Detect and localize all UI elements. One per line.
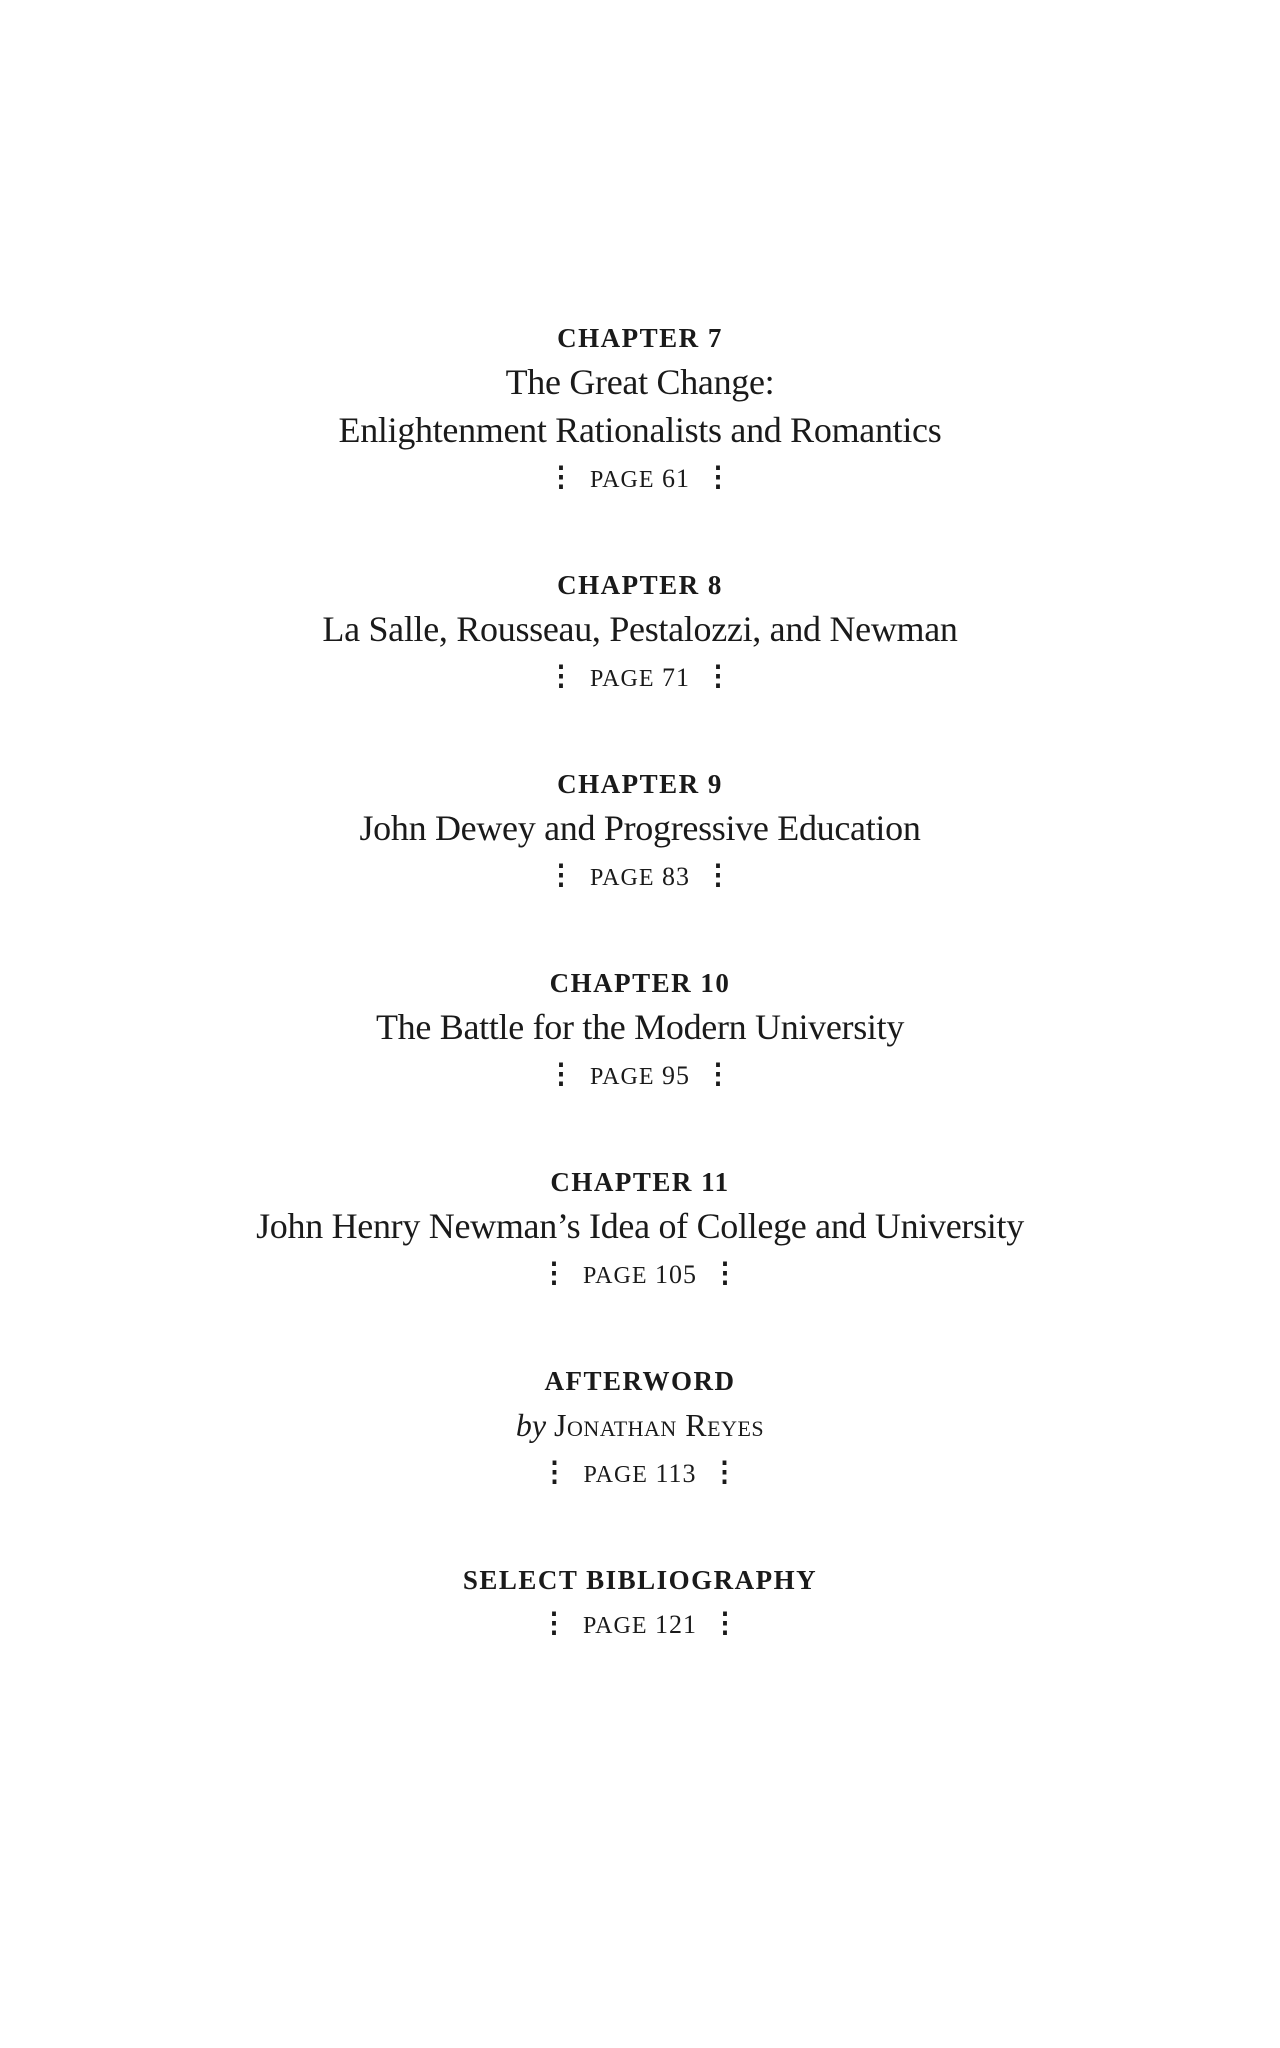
page-reference bbox=[0, 1451, 1280, 1498]
chapter-label: CHAPTER 8 bbox=[557, 570, 723, 600]
vertical-dots-icon: ⋮ bbox=[547, 462, 577, 493]
vertical-dots-icon: ⋮ bbox=[703, 860, 733, 891]
chapter-title-line: Enlightenment Rationalists and Romantics bbox=[338, 410, 942, 450]
page-reference bbox=[0, 1252, 1280, 1299]
page-number: 105 bbox=[654, 1260, 697, 1289]
chapter-title-line: The Battle for the Modern University bbox=[375, 1007, 905, 1047]
page-number: 71 bbox=[661, 663, 690, 692]
vertical-dots-icon: ⋮ bbox=[547, 661, 577, 692]
page-reference bbox=[0, 1602, 1280, 1649]
page-label: PAGE bbox=[583, 1613, 648, 1639]
vertical-dots-icon: ⋮ bbox=[540, 1457, 570, 1488]
section-label: SELECT BIBLIOGRAPHY bbox=[462, 1565, 818, 1595]
page-label: PAGE bbox=[590, 1064, 655, 1090]
page-label: PAGE bbox=[590, 467, 655, 493]
page-number: 121 bbox=[654, 1610, 697, 1639]
chapter-label: CHAPTER 10 bbox=[549, 968, 731, 998]
byline bbox=[0, 1401, 1280, 1449]
vertical-dots-icon: ⋮ bbox=[703, 462, 733, 493]
section-label: AFTERWORD bbox=[544, 1366, 736, 1396]
page-reference bbox=[0, 1053, 1280, 1100]
page-label: PAGE bbox=[583, 1263, 648, 1289]
toc-entry-select-bibliography bbox=[0, 1560, 1280, 1649]
page-number: 95 bbox=[661, 1061, 690, 1090]
chapter-title-line: The Great Change: bbox=[505, 362, 775, 402]
chapter-title-line: John Dewey and Progressive Education bbox=[359, 808, 921, 848]
chapter-title-line: John Henry Newman’s Idea of College and University bbox=[256, 1206, 1024, 1246]
vertical-dots-icon: ⋮ bbox=[540, 1608, 570, 1639]
chapter-label: CHAPTER 9 bbox=[557, 769, 723, 799]
vertical-dots-icon: ⋮ bbox=[710, 1258, 740, 1289]
toc-entry-chapter-8 bbox=[0, 565, 1280, 702]
toc-entry-chapter-11 bbox=[0, 1162, 1280, 1299]
byline-prefix: by bbox=[515, 1407, 547, 1443]
vertical-dots-icon: ⋮ bbox=[703, 1059, 733, 1090]
vertical-dots-icon: ⋮ bbox=[710, 1457, 740, 1488]
page-reference bbox=[0, 854, 1280, 901]
vertical-dots-icon: ⋮ bbox=[540, 1258, 570, 1289]
page-reference bbox=[0, 655, 1280, 702]
page-number: 83 bbox=[661, 862, 690, 891]
page-reference bbox=[0, 456, 1280, 503]
page-number: 113 bbox=[655, 1459, 697, 1488]
vertical-dots-icon: ⋮ bbox=[547, 1059, 577, 1090]
vertical-dots-icon: ⋮ bbox=[703, 661, 733, 692]
chapter-label: CHAPTER 7 bbox=[557, 323, 723, 353]
toc-entry-chapter-10 bbox=[0, 963, 1280, 1100]
page-label: PAGE bbox=[590, 666, 655, 692]
vertical-dots-icon: ⋮ bbox=[710, 1608, 740, 1639]
table-of-contents bbox=[0, 318, 1280, 1711]
toc-entry-chapter-9 bbox=[0, 764, 1280, 901]
byline-author: Jonathan Reyes bbox=[554, 1407, 765, 1443]
toc-entry-afterword bbox=[0, 1361, 1280, 1498]
chapter-title-line: La Salle, Rousseau, Pestalozzi, and Newman bbox=[322, 609, 958, 649]
toc-entry-chapter-7 bbox=[0, 318, 1280, 503]
page-label: PAGE bbox=[583, 1462, 648, 1488]
chapter-label: CHAPTER 11 bbox=[550, 1167, 730, 1197]
vertical-dots-icon: ⋮ bbox=[547, 860, 577, 891]
page-label: PAGE bbox=[590, 865, 655, 891]
page-number: 61 bbox=[661, 464, 690, 493]
